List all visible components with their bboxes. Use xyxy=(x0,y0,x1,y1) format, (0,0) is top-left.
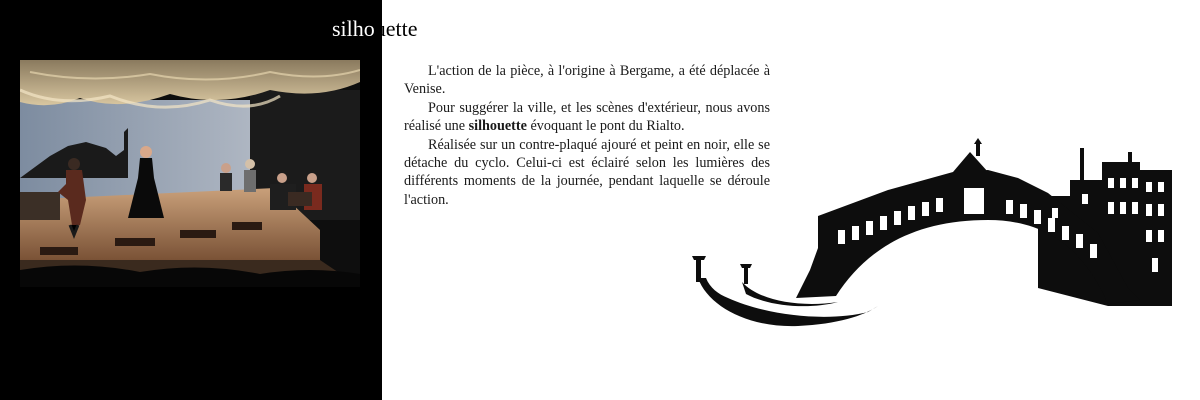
rialto-silhouette-drawing xyxy=(688,138,1178,334)
rialto-silhouette xyxy=(688,138,1178,334)
paragraph-2-end: évoquant le pont du Rialto. xyxy=(526,118,685,135)
paragraph-3: Réalisée sur un contre-plaqué ajouré et peint en noir, elle se détache du cyclo. Celui-ci est éclairé selon les lumières des différents moments de la journée, pendant laquelle se déroule l'action. xyxy=(404,136,770,208)
stage-backdrop xyxy=(20,100,250,200)
paragraph-2 xyxy=(404,99,770,136)
paragraph-1: L'action de la pièce, à l'origine à Bergame, a été déplacée à Venise. xyxy=(404,63,770,98)
page-title xyxy=(332,16,418,42)
paragraph-2-start: Pour suggérer la ville, et les scènes d'extérieur, nous avons réalisé une xyxy=(404,99,770,135)
stage-photo-illustration xyxy=(20,60,360,287)
page-title-part-dark: silho xyxy=(332,16,375,41)
paragraph-2-highlight: silhouette xyxy=(468,118,527,135)
stage-photo xyxy=(20,60,360,287)
page-title-part-light: uette xyxy=(374,16,418,41)
